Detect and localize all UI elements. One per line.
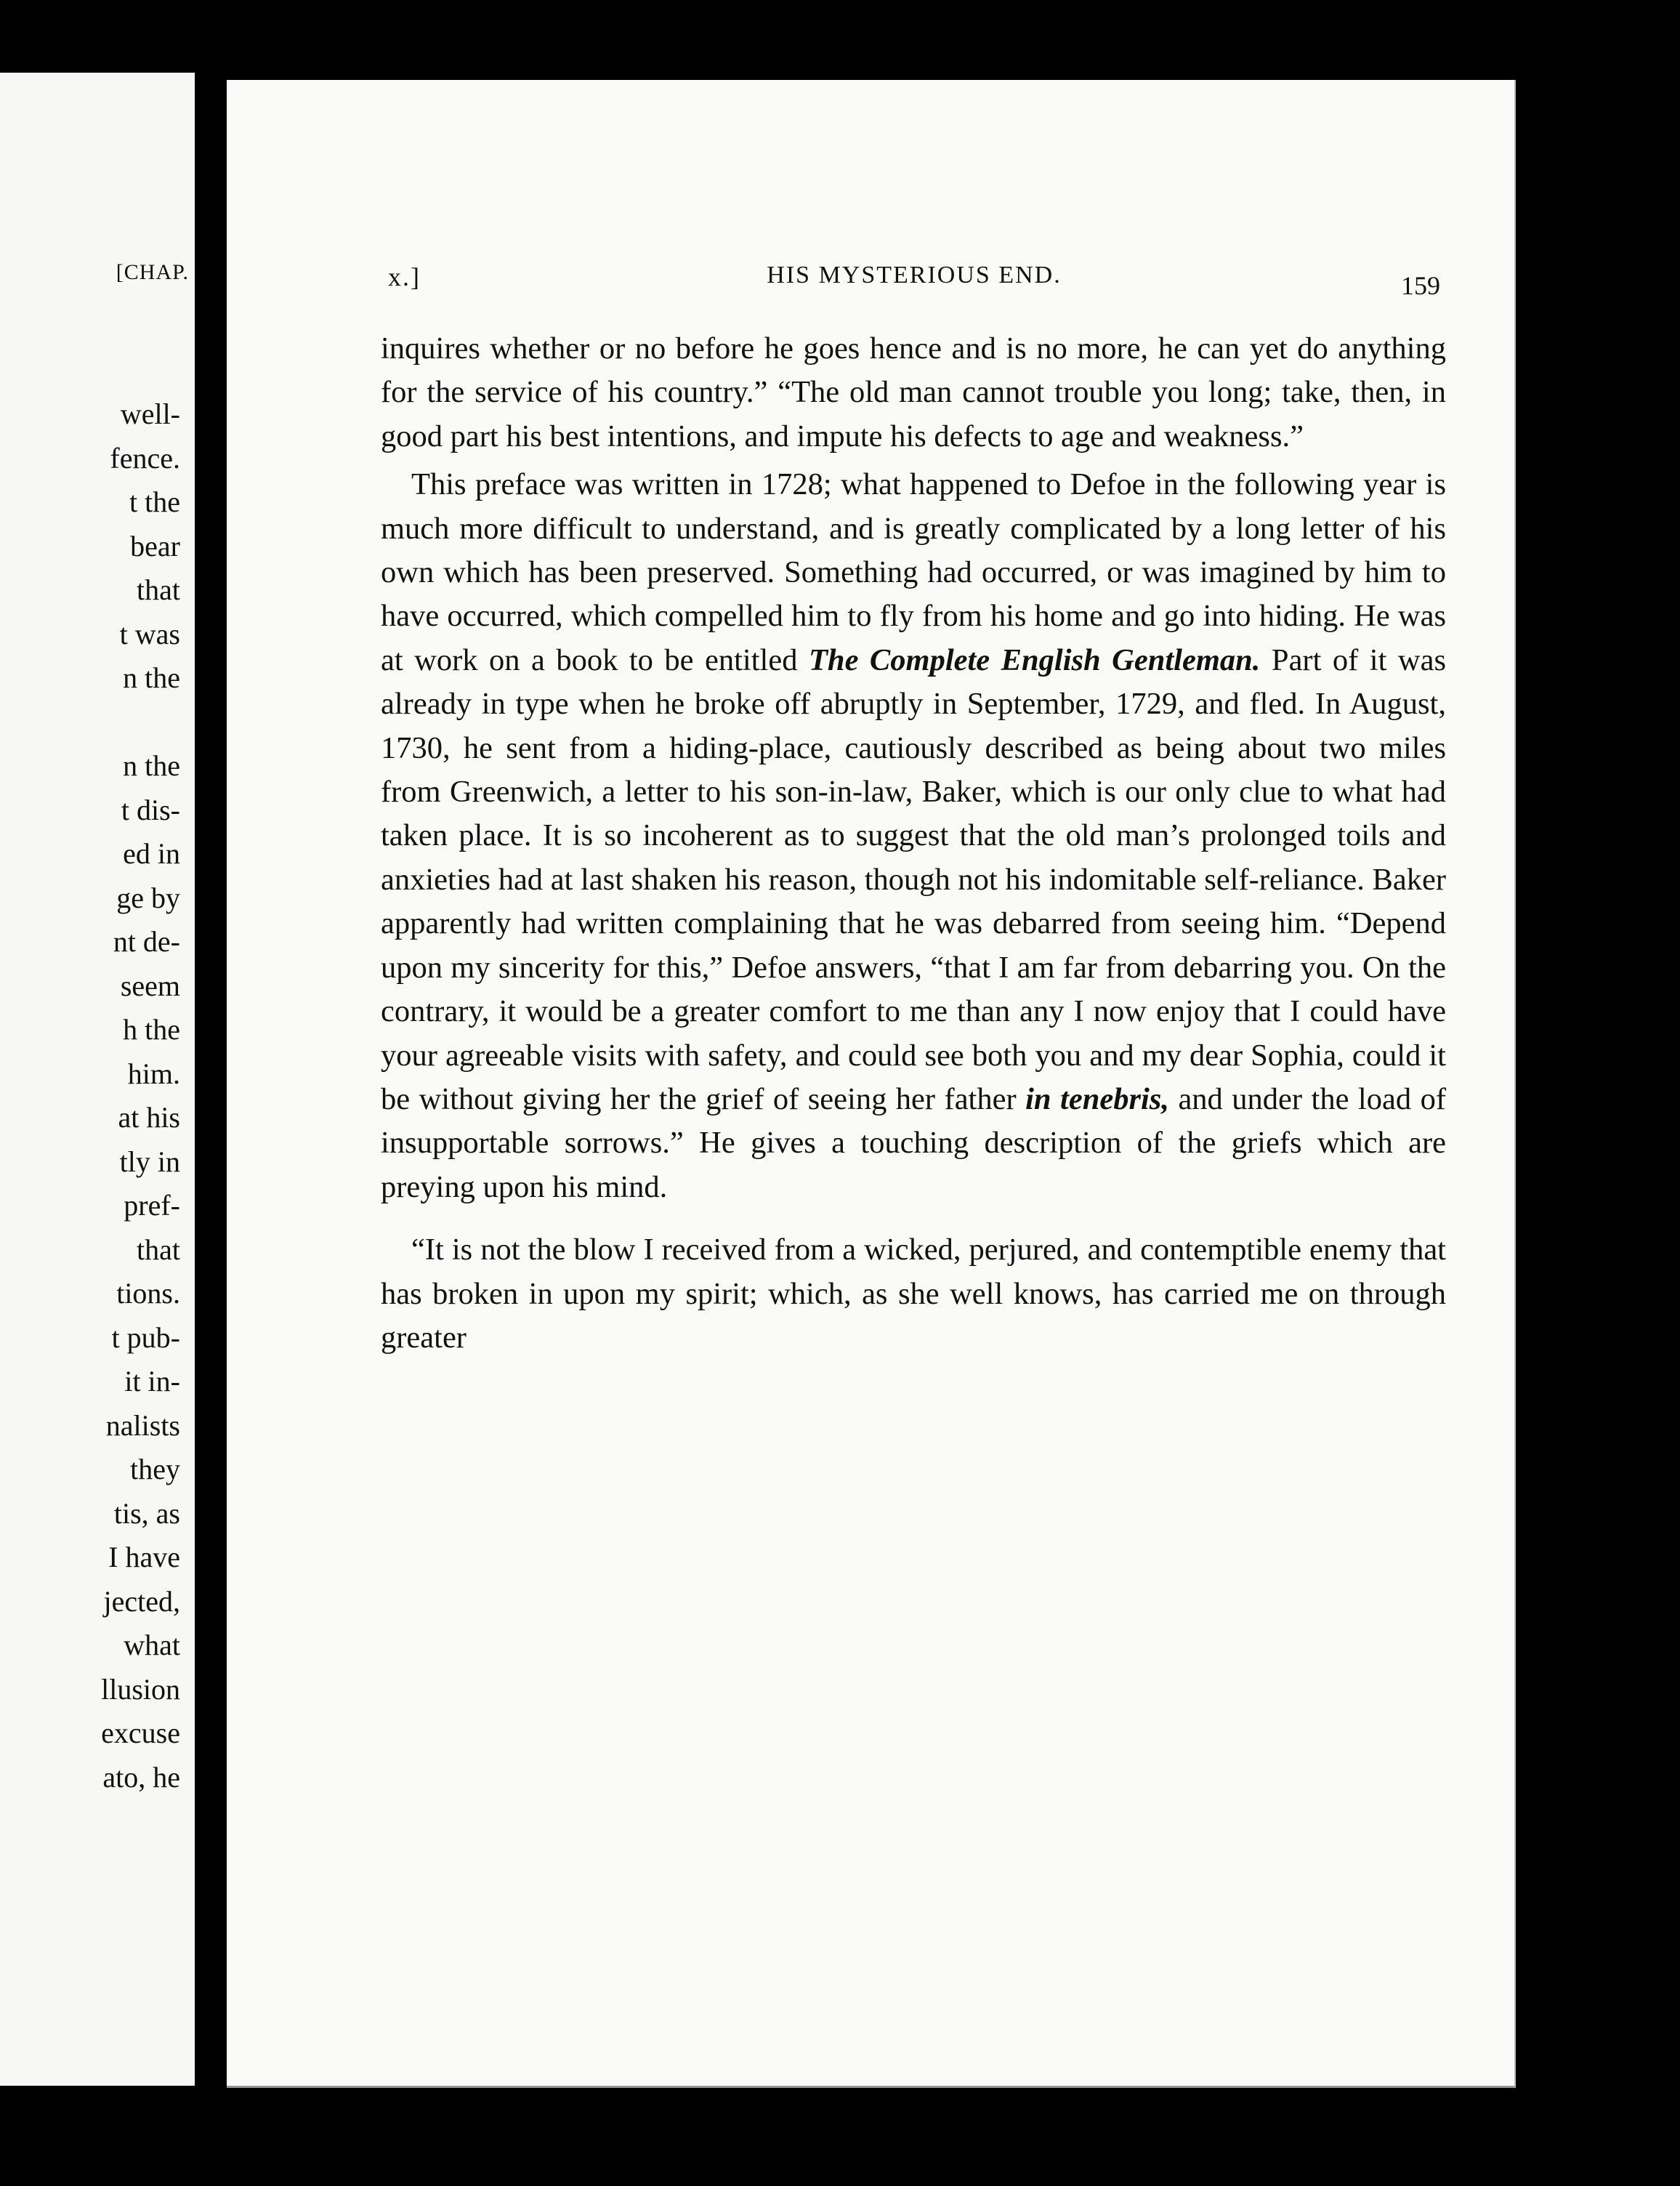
left-page-line: nalists (105, 1408, 180, 1442)
left-page-line: tions. (116, 1277, 180, 1310)
left-facing-page (0, 73, 198, 2086)
paragraph-text: and under the load of insupportable sorrows.” He gives a touching description of the griefs which are preying upon his mind. (381, 1081, 1446, 1204)
left-page-line: t dis- (121, 793, 180, 826)
left-page-line: that (137, 573, 180, 606)
paragraph-preface (381, 463, 1446, 1209)
right-page (227, 80, 1516, 2088)
left-page-line: fence. (110, 441, 180, 475)
chapter-marker: x.] (388, 262, 421, 291)
left-page-line: tly in (119, 1145, 180, 1178)
chapter-title: HIS MYSTERIOUS END. (767, 262, 1062, 289)
book-gutter (195, 73, 227, 2086)
paragraph-text: This preface was written in 1728; what happened to Defoe in the following year is much more difficult to understand, and is greatly complicated by a long letter of his own which has been preserved. Something had occurred, or was imagined by him to have occurred, which compelled him to fly from his home and go into hiding. He was at work on a book to be entitled (381, 467, 1446, 677)
left-page-line: ge by (116, 881, 180, 914)
left-page-line: it in- (124, 1365, 180, 1397)
left-page-line: excuse (101, 1717, 180, 1749)
left-page-line: ato, he (102, 1760, 180, 1794)
running-head (388, 262, 1440, 305)
left-page-line: pref- (124, 1189, 180, 1222)
left-page-line: well- (120, 398, 180, 430)
left-page-line: what (124, 1629, 180, 1661)
left-page-header: [CHAP. (116, 260, 189, 284)
left-page-line: that (137, 1233, 180, 1266)
book-title-italic: The Complete English Gentleman. (808, 642, 1261, 677)
paragraph-text: Part of it was already in type when he broke off abruptly in September, 1729, and fled. In August, 1730, he sent from a hiding-place, cautiously described as being about two miles from Greenwich, a letter to his son-in-law, Baker, which is our only clue to what had taken place. It is so incoherent as to suggest that the old man’s prolonged toils and anxieties had at last shaken his reason, though not his indomitable self-reliance. Baker apparently had written complaining that he was debarred from seeing him. “Depend upon my sincerity for this,” Defoe answers, “that I am far from debarring you. On the contrary, it would be a greater comfort to me than any I now enjoy that I could have your agreeable visits with safety, and could see both you and my dear Sophia, could it be without giving her the grief of seeing her father (381, 642, 1446, 1116)
left-page-line: t the (129, 485, 180, 518)
left-page-line: n the (123, 661, 180, 694)
left-page-line: seem (120, 969, 180, 1002)
left-page-line: bear (130, 529, 180, 562)
page-body (381, 327, 1446, 1360)
left-page-line: llusion (101, 1672, 180, 1706)
page-number: 159 (1401, 271, 1440, 300)
left-page-line: nt de- (113, 925, 180, 958)
left-page-line: n the (123, 749, 180, 782)
left-page-line: ed in (123, 837, 180, 870)
paragraph-continuation: inquires whether or no before he goes hence and is no more, he can yet do anything for the service of his country.” “The old man cannot trouble you long; take, then, in good part his best intentions, and impute his defects to age and weakness.” (381, 331, 1446, 453)
left-page-line (0, 701, 180, 745)
left-page-line: him. (127, 1057, 180, 1090)
left-page-line: t was (119, 617, 180, 650)
left-page-line: they (130, 1453, 180, 1485)
left-page-text (0, 392, 180, 1799)
paragraph-quotation: “It is not the blow I received from a wicked, perjured, and contemptible enemy that has broken in upon my spirit; which, as she well knows, has carried me on through greater (381, 1233, 1446, 1355)
left-page-line: t pub- (111, 1320, 180, 1354)
left-page-line: I have (108, 1541, 180, 1573)
left-page-line: h the (123, 1013, 180, 1046)
left-page-line: tis, as (113, 1496, 180, 1530)
left-page-line: jected, (103, 1584, 180, 1618)
latin-phrase-italic: in tenebris, (1025, 1081, 1169, 1116)
left-page-line: at his (118, 1101, 180, 1134)
